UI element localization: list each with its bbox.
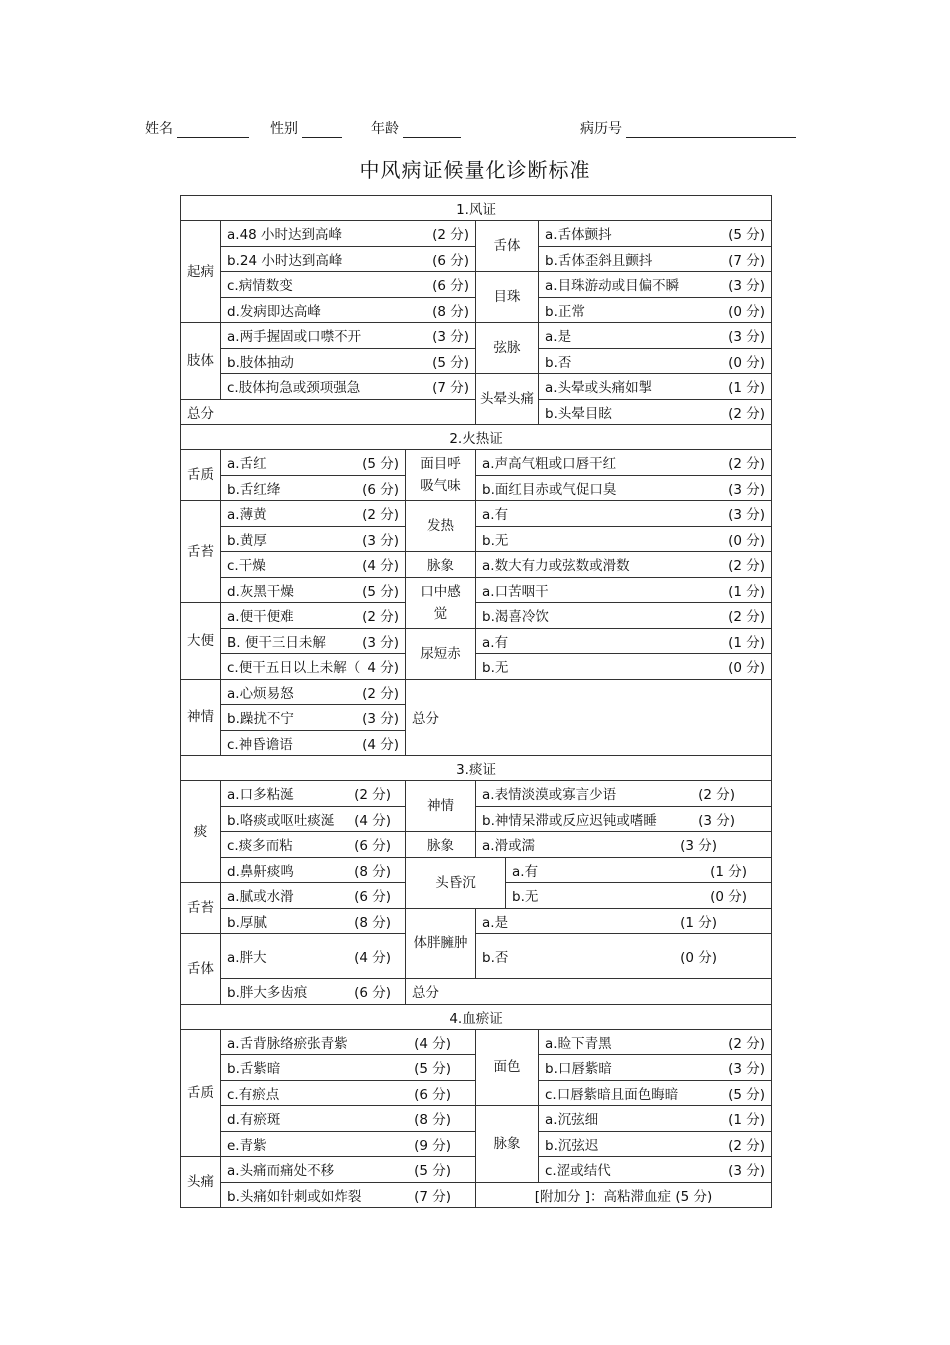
gender-blank[interactable]	[302, 121, 342, 138]
age-blank[interactable]	[403, 121, 461, 138]
scoring-table	[180, 195, 772, 1208]
list-item: b.否 (0 分)	[476, 934, 772, 979]
list-item: c.干燥 (4 分)	[221, 552, 406, 578]
category-label: 脉象	[406, 832, 476, 858]
list-item: b.厚腻 (8 分)	[221, 908, 406, 934]
list-item: a.舌体颤抖 (5 分)	[539, 221, 772, 247]
list-item: b.肢体抽动 (5 分)	[221, 348, 476, 374]
list-item: b.渴喜冷饮 (2 分)	[476, 603, 772, 629]
list-item: b.舌紫暗 (5 分)	[221, 1055, 476, 1081]
list-item: c.口唇紫暗且面色晦暗 (5 分)	[539, 1080, 772, 1106]
list-item: c.神昏谵语 (4 分)	[221, 730, 406, 756]
list-item: a.滑或濡 (3 分)	[476, 832, 772, 858]
category-label: 头晕头痛	[476, 374, 539, 425]
category-label: 头昏沉	[406, 857, 506, 908]
category-label: 肢体	[181, 323, 221, 400]
total-score-cell[interactable]: 总分	[181, 399, 476, 425]
list-item: d.灰黑干燥 (5 分)	[221, 577, 406, 603]
list-item: a.舌背脉络瘀张青紫 (4 分)	[221, 1029, 476, 1055]
category-label: 神情	[406, 781, 476, 832]
total-score-cell[interactable]: 总分	[406, 979, 772, 1005]
list-item: c.便干五日以上未解（ 4 分)	[221, 654, 406, 680]
list-item: a.有 (1 分)	[476, 628, 772, 654]
list-item: a.睑下青黑 (2 分)	[539, 1029, 772, 1055]
name-field	[145, 118, 249, 138]
list-item: a.心烦易怒 (2 分)	[221, 679, 406, 705]
list-item: b.躁扰不宁 (3 分)	[221, 705, 406, 731]
list-item: d.发病即达高峰 (8 分)	[221, 297, 476, 323]
category-label: 起病	[181, 221, 221, 323]
page-title: 中风病证候量化诊断标准	[359, 158, 591, 182]
list-item: a.表情淡漠或寡言少语 (2 分)	[476, 781, 772, 807]
list-item: B. 便干三日未解 (3 分)	[221, 628, 406, 654]
list-item: a.沉弦细 (1 分)	[539, 1106, 772, 1132]
list-item: c.肢体拘急或颈项强急 (7 分)	[221, 374, 476, 400]
list-item: b.正常 (0 分)	[539, 297, 772, 323]
record-blank[interactable]	[626, 121, 796, 138]
list-item: c.涩或结代 (3 分)	[539, 1157, 772, 1183]
list-item: a.数大有力或弦数或滑数 (2 分)	[476, 552, 772, 578]
list-item: a.有 (1 分)	[506, 857, 772, 883]
record-label: 病历号	[580, 121, 622, 137]
category-label: 尿短赤	[406, 628, 476, 679]
list-item: a.头晕或头痛如掣 (1 分)	[539, 374, 772, 400]
section-heading: 2.火热证	[181, 425, 772, 450]
list-item: b.舌体歪斜且颤抖 (7 分)	[539, 246, 772, 272]
category-label: 口中感觉	[406, 577, 476, 628]
list-item: b.无 (0 分)	[476, 526, 772, 552]
list-item: a.是 (1 分)	[476, 908, 772, 934]
gender-label: 性别	[270, 121, 298, 137]
list-item: a.胖大 (4 分)	[221, 934, 406, 979]
category-label: 舌体	[476, 221, 539, 272]
category-label: 舌体	[181, 934, 221, 1005]
list-item: b.舌红绛 (6 分)	[221, 475, 406, 501]
category-label: 体胖臃肿	[406, 908, 476, 979]
category-label: 弦脉	[476, 323, 539, 374]
list-item: b.头晕目眩 (2 分)	[539, 399, 772, 425]
list-item: a.声高气粗或口唇干红 (2 分)	[476, 450, 772, 476]
list-item: b.否 (0 分)	[539, 348, 772, 374]
list-item: b.胖大多齿痕 (6 分)	[221, 979, 406, 1005]
name-label: 姓名	[145, 121, 173, 137]
list-item: c.有瘀点 (6 分)	[221, 1080, 476, 1106]
list-item: a.舌红 (5 分)	[221, 450, 406, 476]
total-score-cell[interactable]: 总分	[406, 679, 772, 756]
list-item: b.面红目赤或气促口臭 (3 分)	[476, 475, 772, 501]
list-item: a.目珠游动或目偏不瞬 (3 分)	[539, 272, 772, 298]
category-label: 神情	[181, 679, 221, 756]
category-label: 头痛	[181, 1157, 221, 1208]
category-label: 痰	[181, 781, 221, 883]
record-field	[580, 118, 796, 138]
age-field	[371, 118, 461, 138]
list-item: a.口苦咽干 (1 分)	[476, 577, 772, 603]
list-item: d.鼻鼾痰鸣 (8 分)	[221, 857, 406, 883]
category-label: 舌质	[181, 1029, 221, 1157]
list-item: a.头痛而痛处不移 (5 分)	[221, 1157, 476, 1183]
gender-field	[270, 118, 342, 138]
list-item: b.24 小时达到高峰 (6 分)	[221, 246, 476, 272]
list-item: b.沉弦迟 (2 分)	[539, 1131, 772, 1157]
list-item: a.有 (3 分)	[476, 501, 772, 527]
category-label: 舌质	[181, 450, 221, 501]
list-item: a.48 小时达到高峰 (2 分)	[221, 221, 476, 247]
list-item: a.是 (3 分)	[539, 323, 772, 349]
section-heading: 4.血瘀证	[181, 1004, 772, 1029]
category-label: 舌苔	[181, 501, 221, 603]
category-label: 面目呼吸气味	[406, 450, 476, 501]
list-item: b.无 (0 分)	[476, 654, 772, 680]
list-item: c.痰多而粘 (6 分)	[221, 832, 406, 858]
category-label: 脉象	[406, 552, 476, 578]
list-item: c.病情数变 (6 分)	[221, 272, 476, 298]
list-item: b.神情呆滞或反应迟钝或嗜睡 (3 分)	[476, 806, 772, 832]
category-label: 面色	[476, 1029, 539, 1106]
list-item: b.无 (0 分)	[506, 883, 772, 909]
list-item: b.咯痰或呕吐痰涎 (4 分)	[221, 806, 406, 832]
extra-score-note: [附加分 ]：高粘滞血症 (5 分)	[476, 1182, 772, 1208]
category-label: 舌苔	[181, 883, 221, 934]
list-item: b.口唇紫暗 (3 分)	[539, 1055, 772, 1081]
category-label: 脉象	[476, 1106, 539, 1183]
list-item: a.口多粘涎 (2 分)	[221, 781, 406, 807]
list-item: a.便干便难 (2 分)	[221, 603, 406, 629]
category-label: 目珠	[476, 272, 539, 323]
section-heading: 3.痰证	[181, 756, 772, 781]
section-heading: 1.风证	[181, 196, 772, 221]
name-blank[interactable]	[177, 121, 249, 138]
category-label: 发热	[406, 501, 476, 552]
list-item: a.腻或水滑 (6 分)	[221, 883, 406, 909]
list-item: e.青紫 (9 分)	[221, 1131, 476, 1157]
list-item: b.头痛如针刺或如炸裂 (7 分)	[221, 1182, 476, 1208]
age-label: 年龄	[371, 121, 399, 137]
list-item: d.有瘀斑 (8 分)	[221, 1106, 476, 1132]
list-item: a.两手握固或口噤不开 (3 分)	[221, 323, 476, 349]
category-label: 大便	[181, 603, 221, 680]
list-item: b.黄厚 (3 分)	[221, 526, 406, 552]
list-item: a.薄黄 (2 分)	[221, 501, 406, 527]
